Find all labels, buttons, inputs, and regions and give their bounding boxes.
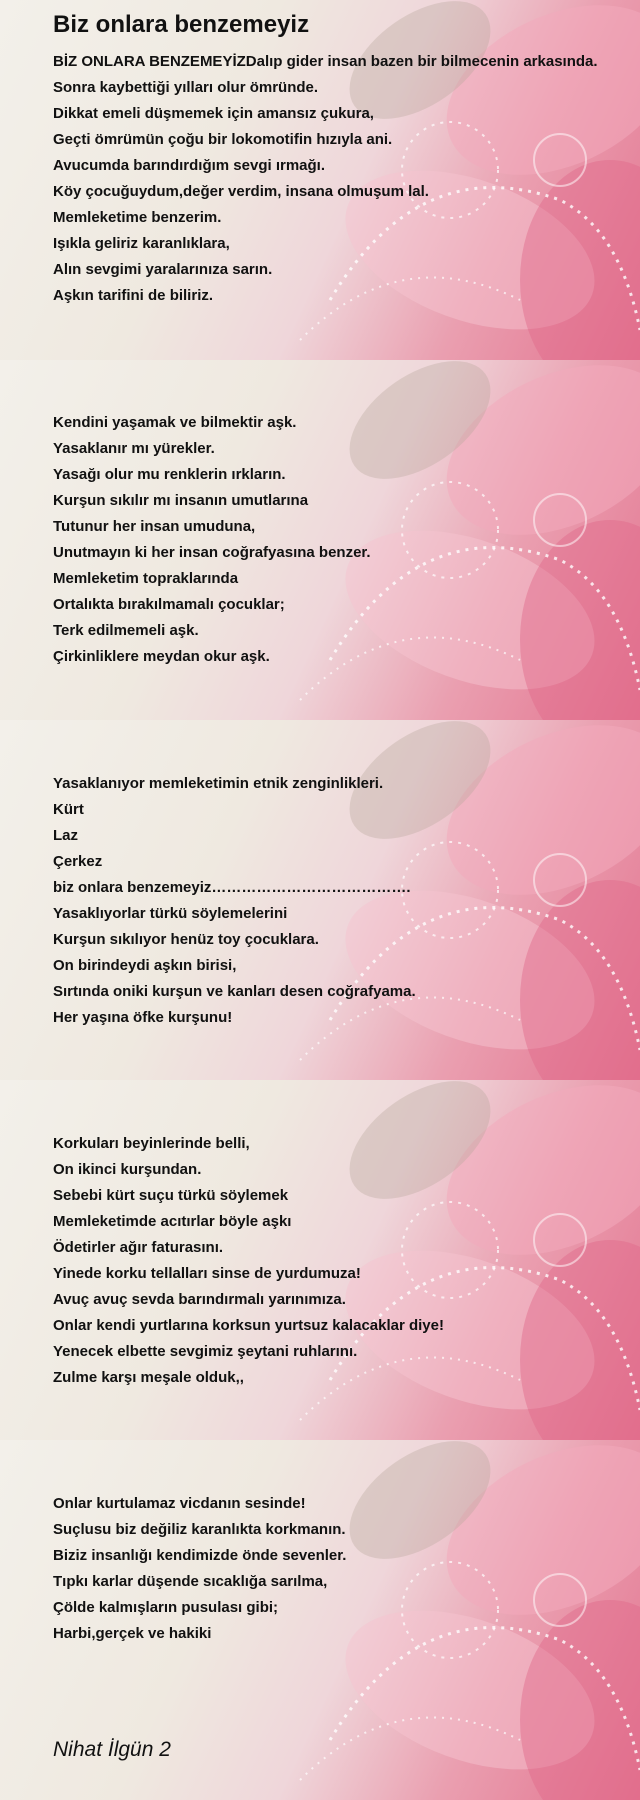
poem-line: Geçti ömrümün çoğu bir lokomotifin hızıyla ani. bbox=[53, 131, 393, 148]
poem-line: Biziz insanlığı kendimizde önde sevenler. bbox=[53, 1547, 347, 1564]
poem-line: Alın sevgimi yaralarınıza sarın. bbox=[53, 261, 273, 278]
poem-line: Sebebi kürt suçu türkü söylemek bbox=[53, 1187, 289, 1204]
poem-line: Suçlusu biz değiliz karanlıkta korkmanın. bbox=[53, 1521, 346, 1538]
stanza-2 bbox=[53, 410, 371, 670]
poem-line: Yinede korku tellalları sinse de yurdumuza! bbox=[53, 1265, 361, 1282]
stanza-1 bbox=[53, 49, 598, 309]
poem-line: Çerkez bbox=[53, 853, 103, 870]
poem-line: Memleketimde acıtırlar böyle aşkı bbox=[53, 1213, 292, 1230]
poem-line: Kendini yaşamak ve bilmektir aşk. bbox=[53, 414, 297, 431]
poem-title: Biz onlara benzemeyiz bbox=[53, 11, 310, 38]
poem-line: Kurşun sıkılır mı insanın umutlarına bbox=[53, 492, 309, 509]
poem-line: Tıpkı karlar düşende sıcaklığa sarılma, bbox=[53, 1573, 328, 1590]
poem-line: Kürt bbox=[53, 801, 84, 818]
poem-line: Her yaşına öfke kurşunu! bbox=[53, 1009, 233, 1026]
poem-line: Korkuları beyinlerinde belli, bbox=[53, 1135, 250, 1152]
poem-line: Terk edilmemeli aşk. bbox=[53, 622, 199, 639]
author-name: Nihat İlgün 2 bbox=[53, 1738, 171, 1761]
poem-line: Işıkla geliriz karanlıklara, bbox=[53, 235, 230, 252]
poem-line: biz onlara benzemeyiz…………………………………. bbox=[53, 879, 411, 896]
poem-line: Memleketime benzerim. bbox=[53, 209, 222, 226]
poem-line: Yasaklıyorlar türkü söylemelerini bbox=[53, 905, 288, 922]
poem-line: Dikkat emeli düşmemek için amansız çukura, bbox=[53, 105, 374, 122]
poem-line: Avuç avuç sevda barındırmalı yarınımıza. bbox=[53, 1291, 346, 1308]
poem-line: Ortalıkta bırakılmamalı çocuklar; bbox=[53, 596, 285, 613]
poem-line: Onlar kendi yurtlarına korksun yurtsuz kalacaklar diye! bbox=[53, 1317, 444, 1334]
poem-line: Laz bbox=[53, 827, 79, 844]
poem-line: Yenecek elbette sevgimiz şeytani ruhlarını. bbox=[53, 1343, 358, 1360]
stanza-5 bbox=[53, 1491, 346, 1647]
poem-line: Zulme karşı meşale olduk,, bbox=[53, 1369, 244, 1386]
poem-line: Memleketim topraklarında bbox=[53, 570, 239, 587]
poem-line: Aşkın tarifini de biliriz. bbox=[53, 287, 214, 304]
poem-line: Ödetirler ağır faturasını. bbox=[53, 1239, 224, 1256]
poem-line: BİZ ONLARA BENZEMEYİZDalıp gider insan bazen bir bilmecenin arkasında. bbox=[53, 53, 598, 70]
poem-line: Tutunur her insan umuduna, bbox=[53, 518, 256, 535]
poem-line: Kurşun sıkılıyor henüz toy çocuklara. bbox=[53, 931, 319, 948]
poem-line: Yasaklanıyor memleketimin etnik zenginlikleri. bbox=[53, 775, 384, 792]
poem-line: Çölde kalmışların pusulası gibi; bbox=[53, 1599, 279, 1616]
poem-line: Sonra kaybettiği yılları olur ömründe. bbox=[53, 79, 319, 96]
poem-line: On birindeydi aşkın birisi, bbox=[53, 957, 237, 974]
poem-line: Çirkinliklere meydan okur aşk. bbox=[53, 648, 270, 665]
poem-line: Onlar kurtulamaz vicdanın sesinde! bbox=[53, 1495, 306, 1512]
poem-line: Harbi,gerçek ve hakiki bbox=[53, 1625, 212, 1642]
poem-line: Yasağı olur mu renklerin ırkların. bbox=[53, 466, 286, 483]
poem-line: Unutmayın ki her insan coğrafyasına benzer. bbox=[53, 544, 371, 561]
poem-line: Sırtında oniki kurşun ve kanları desen coğrafyama. bbox=[53, 983, 416, 1000]
poem-line: On ikinci kurşundan. bbox=[53, 1161, 202, 1178]
stanza-3 bbox=[53, 771, 416, 1031]
poem-line: Avucumda barındırdığım sevgi ırmağı. bbox=[53, 157, 326, 174]
stanza-4 bbox=[53, 1131, 444, 1391]
poem-line: Yasaklanır mı yürekler. bbox=[53, 440, 215, 457]
poem-line: Köy çocuğuydum,değer verdim, insana olmuşum lal. bbox=[53, 183, 429, 200]
